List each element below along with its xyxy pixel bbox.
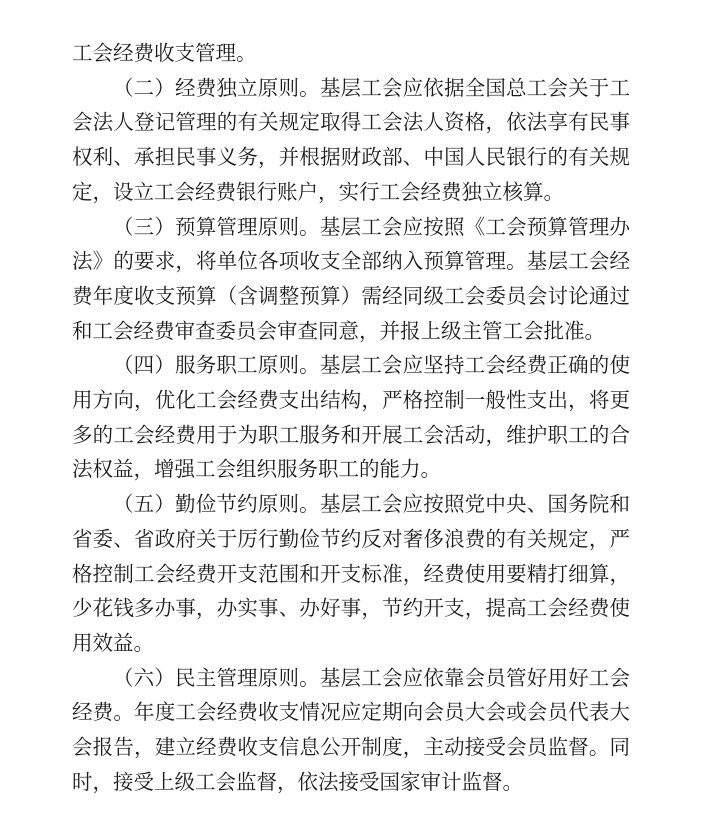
paragraph-continuation: 工会经费收支管理。: [72, 41, 257, 65]
paragraph-principle-thrift: （五）勤俭节约原则。基层工会应按照党中央、国务院和省委、省政府关于厉行勤俭节约反对奢侈浪费的有关规定，严格控制工会经费开支范围和开支标准，经费使用要精打细算，少花钱多办事，办实事、办好事，节约开支，提高工会经费使用效益。: [72, 492, 630, 655]
paragraph-principle-serving-workers: （四）服务职工原则。基层工会应坚持工会经费正确的使用方向，优化工会经费支出结构，严格控制一般性支出，将更多的工会经费用于为职工服务和开展工会活动，维护职工的合法权益，增强工会组织服务职工的能力。: [72, 353, 630, 482]
paragraph-principle-budget-management: （三）预算管理原则。基层工会应按照《工会预算管理办法》的要求，将单位各项收支全部纳入预算管理。基层工会经费年度收支预算（含调整预算）需经同级工会委员会讨论通过和工会经费审查委员会审查同意，并报上级主管工会批准。: [72, 214, 630, 343]
paragraph-principle-democratic-management: （六）民主管理原则。基层工会应依靠会员管好用好工会经费。年度工会经费收支情况应定期向会员大会或会员代表大会报告，建立经费收支信息公开制度，主动接受会员监督。同时，接受上级工会监督，依法接受国家审计监督。: [72, 665, 630, 794]
paragraph-principle-funding-independence: （二）经费独立原则。基层工会应依据全国总工会关于工会法人登记管理的有关规定取得工会法人资格，依法享有民事权利、承担民事义务，并根据财政部、中国人民银行的有关规定，设立工会经费银行账户，实行工会经费独立核算。: [72, 75, 630, 204]
